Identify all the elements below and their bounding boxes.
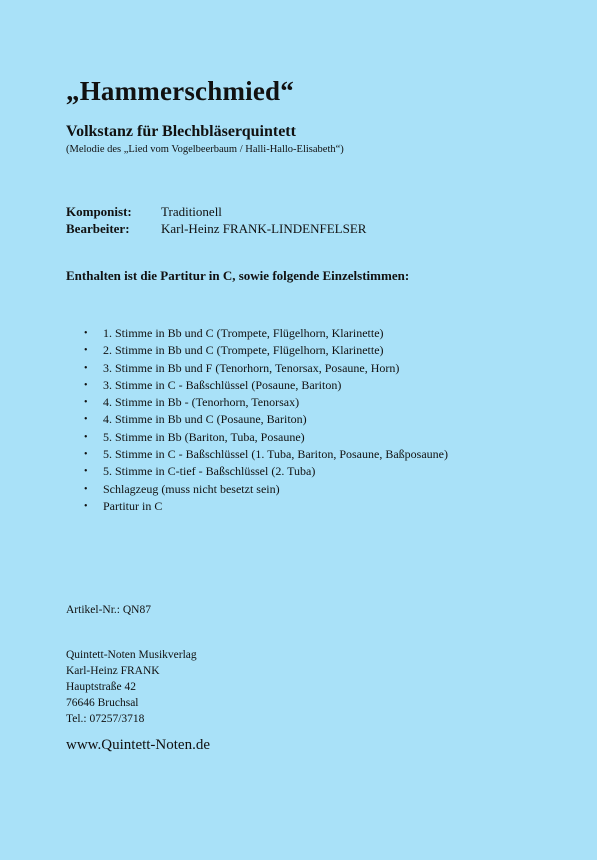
- arranger-label: Bearbeiter:: [66, 221, 130, 236]
- subtitle: Volkstanz für Blechbläserquintett: [66, 123, 296, 140]
- publisher-phone: Tel.: 07257/3718: [66, 713, 145, 725]
- parts-list: [84, 325, 448, 515]
- bullet-icon: •: [84, 483, 88, 495]
- part-label: Schlagzeug (muss nicht besetzt sein): [103, 481, 280, 496]
- bullet-icon: •: [84, 362, 88, 374]
- publisher-street: Hauptstraße 42: [66, 681, 136, 693]
- part-label: 3. Stimme in Bb und F (Tenorhorn, Tenorsax, Posaune, Horn): [103, 360, 400, 375]
- part-label: 4. Stimme in Bb und C (Posaune, Bariton): [103, 412, 307, 427]
- list-item: [84, 429, 448, 446]
- list-item: [84, 394, 448, 411]
- bullet-icon: •: [84, 397, 88, 409]
- list-item: [84, 481, 448, 498]
- list-item: [84, 498, 448, 515]
- credits: [66, 203, 366, 237]
- arranger-value: Karl-Heinz FRANK-LINDENFELSER: [161, 221, 367, 236]
- publisher-name: Quintett-Noten Musikverlag: [66, 649, 197, 661]
- list-item: [84, 377, 448, 394]
- part-label: 2. Stimme in Bb und C (Trompete, Flügelhorn, Klarinette): [103, 343, 384, 358]
- list-item: [84, 446, 448, 463]
- website-link[interactable]: www.Quintett-Noten.de: [66, 737, 210, 753]
- bullet-icon: •: [84, 466, 88, 478]
- bullet-icon: •: [84, 431, 88, 443]
- part-label: Partitur in C: [103, 498, 163, 513]
- part-label: 5. Stimme in C - Baßschlüssel (1. Tuba, Bariton, Posaune, Baßposaune): [103, 447, 448, 462]
- bullet-icon: •: [84, 379, 88, 391]
- list-item: [84, 342, 448, 359]
- part-label: 3. Stimme in C - Baßschlüssel (Posaune, Bariton): [103, 377, 342, 392]
- list-item: [84, 411, 448, 428]
- publisher-address: [66, 647, 197, 727]
- bullet-icon: •: [84, 328, 88, 339]
- part-label: 4. Stimme in Bb - (Tenorhorn, Tenorsax): [103, 395, 300, 410]
- list-item: [84, 360, 448, 377]
- title: „Hammerschmied“: [66, 76, 294, 106]
- list-item: [84, 325, 448, 342]
- composer-value: Traditionell: [161, 204, 222, 219]
- publisher-person: Karl-Heinz FRANK: [66, 665, 160, 677]
- bullet-icon: •: [84, 500, 88, 512]
- bullet-icon: •: [84, 345, 88, 357]
- composer-label: Komponist:: [66, 204, 132, 219]
- article-number: Artikel-Nr.: QN87: [66, 604, 151, 616]
- contents-heading: Enthalten ist die Partitur in C, sowie folgende Einzelstimmen:: [66, 268, 410, 283]
- part-label: 5. Stimme in Bb (Bariton, Tuba, Posaune): [103, 429, 305, 444]
- bullet-icon: •: [84, 414, 88, 426]
- part-label: 5. Stimme in C-tief - Baßschlüssel (2. Tuba): [103, 464, 316, 479]
- melody-note: (Melodie des „Lied vom Vogelbeerbaum / Halli-Hallo-Elisabeth“): [66, 144, 344, 155]
- part-label: 1. Stimme in Bb und C (Trompete, Flügelhorn, Klarinette): [103, 326, 384, 340]
- publisher-city: 76646 Bruchsal: [66, 697, 139, 709]
- composer-row: [66, 203, 366, 220]
- bullet-icon: •: [84, 449, 88, 461]
- arranger-row: [66, 220, 366, 237]
- list-item: [84, 463, 448, 480]
